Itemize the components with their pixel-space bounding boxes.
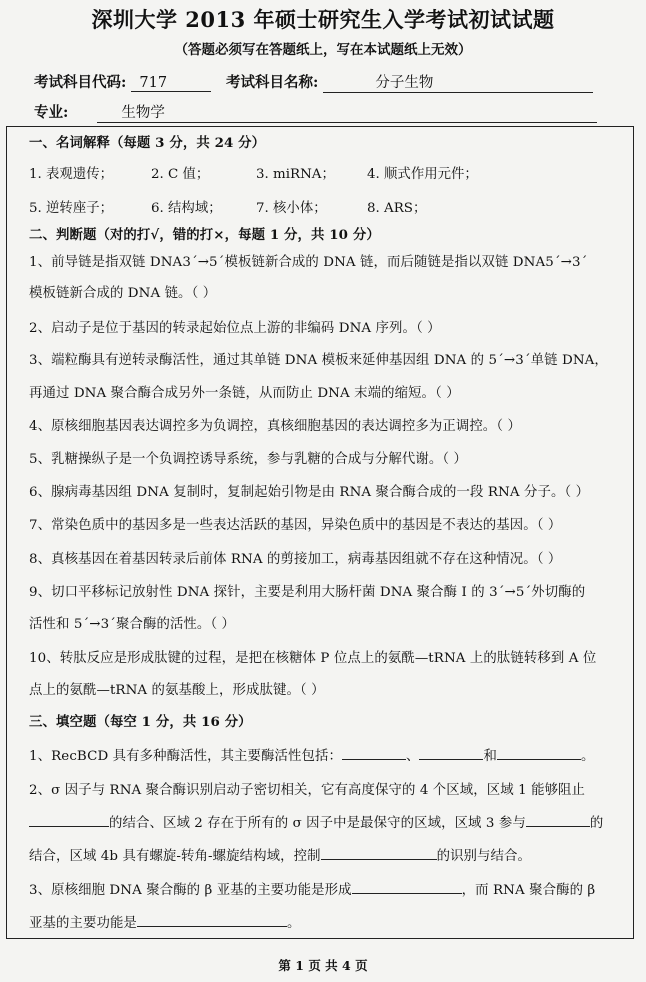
major-row bbox=[34, 101, 597, 123]
question-frame bbox=[6, 126, 634, 939]
section1-heading: 一、名词解释（每题 3 分，共 24 分） bbox=[29, 135, 266, 151]
judgement-line: 点上的氨酰—tRNA 的氨基酸上，形成肽键。（ ） bbox=[29, 683, 325, 698]
judgement-line: 再通过 DNA 聚合酶合成另外一条链，从而防止 DNA 末端的缩短。（ ） bbox=[29, 386, 460, 401]
term-4: 4. 顺式作用元件； bbox=[367, 167, 478, 182]
subject-code-label: 考试科目代码: bbox=[34, 74, 127, 91]
fill-question-2-line2: 的结合、区域 2 存在于所有的 σ 因子中是最保守的区域，区域 3 参与 的 bbox=[29, 812, 603, 831]
judgement-line: 6、腺病毒基因组 DNA 复制时，复制起始引物是由 RNA 聚合酶合成的一段 RNA 分子。（ ） bbox=[29, 485, 590, 500]
answer-blank bbox=[321, 846, 437, 860]
subject-code-value: 717 bbox=[131, 75, 211, 92]
judgement-line: 9、切口平移标记放射性 DNA 探针，主要是利用大肠杆菌 DNA 聚合酶 I 的 3´→5´外切酶的 bbox=[29, 585, 586, 600]
answer-blank bbox=[526, 813, 590, 827]
exam-title: 深圳大学 2013 年硕士研究生入学考试初试试题 bbox=[91, 7, 555, 32]
answer-blank bbox=[342, 746, 406, 760]
answer-blank bbox=[352, 880, 462, 894]
subject-code-row bbox=[34, 71, 211, 92]
fill-question-1: 1、RecBCD 具有多种酶活性，其主要酶活性包括： 、 和 。 bbox=[29, 745, 594, 764]
term-6: 6. 结构域； bbox=[151, 201, 222, 216]
subject-name-label: 考试科目名称: bbox=[226, 74, 319, 91]
judgement-line: 10、转肽反应是形成肽键的过程，是把在核糖体 P 位点上的氨酰—tRNA 上的肽链转移到 A 位 bbox=[29, 651, 597, 666]
term-5: 5. 逆转座子； bbox=[29, 201, 113, 216]
term-8: 8. ARS； bbox=[367, 201, 427, 216]
term-1: 1. 表观遗传； bbox=[29, 167, 113, 182]
judgement-line: 7、常染色质中的基因多是一些表达活跃的基因，异染色质中的基因是不表达的基因。（ ） bbox=[29, 518, 562, 533]
fill-question-2-line3: 结合，区域 4b 具有螺旋-转角-螺旋结构域，控制 的识别与结合。 bbox=[29, 845, 531, 864]
subject-name-row bbox=[226, 71, 593, 93]
section3-heading: 三、填空题（每空 1 分，共 16 分） bbox=[29, 714, 252, 730]
answer-blank bbox=[29, 813, 109, 827]
answer-blank bbox=[497, 746, 581, 760]
term-7: 7. 核小体； bbox=[256, 201, 327, 216]
fill-question-3-line1: 3、原核细胞 DNA 聚合酶的 β 亚基的主要功能是形成 ，而 RNA 聚合酶的 β bbox=[29, 879, 595, 898]
subject-name-value: 分子生物 bbox=[323, 71, 593, 93]
judgement-line: 3、端粒酶具有逆转录酶活性，通过其单链 DNA 模板来延伸基因组 DNA 的 5´→3´单链 DNA， bbox=[29, 353, 608, 368]
answer-blank bbox=[137, 913, 287, 927]
major-value: 生物学 bbox=[97, 101, 597, 123]
answer-blank bbox=[419, 746, 483, 760]
judgement-line: 活性和 5´→3´聚合酶的活性。（ ） bbox=[29, 617, 236, 632]
term-3: 3. miRNA； bbox=[256, 167, 335, 182]
section2-heading: 二、判断题（对的打√，错的打×，每题 1 分，共 10 分） bbox=[29, 227, 380, 243]
exam-instruction: （答题必须写在答题纸上，写在本试题纸上无效） bbox=[174, 42, 472, 58]
judgement-line: 8、真核基因在着基因转录后前体 RNA 的剪接加工，病毒基因组就不存在这种情况。（ ） bbox=[29, 552, 562, 567]
judgement-line: 模板链新合成的 DNA 链。（ ） bbox=[29, 286, 217, 301]
judgement-line: 5、乳糖操纵子是一个负调控诱导系统，参与乳糖的合成与分解代谢。（ ） bbox=[29, 452, 467, 467]
fill-question-2-line1: 2、σ 因子与 RNA 聚合酶识别启动子密切相关，它有高度保守的 4 个区域，区域 1 能够阻止 bbox=[29, 783, 586, 798]
judgement-line: 4、原核细胞基因表达调控多为负调控，真核细胞基因的表达调控多为正调控。（ ） bbox=[29, 419, 521, 434]
judgement-line: 2、启动子是位于基因的转录起始位点上游的非编码 DNA 序列。（ ） bbox=[29, 321, 441, 336]
judgement-line: 1、前导链是指双链 DNA3´→5´模板链新合成的 DNA 链，而后随链是指以双链 DNA5´→3´ bbox=[29, 255, 588, 270]
major-label: 专业: bbox=[34, 104, 69, 121]
page-number: 第 1 页 共 4 页 bbox=[278, 958, 368, 973]
term-2: 2. C 值； bbox=[151, 167, 210, 182]
fill-question-3-line2: 亚基的主要功能是 。 bbox=[29, 912, 300, 931]
